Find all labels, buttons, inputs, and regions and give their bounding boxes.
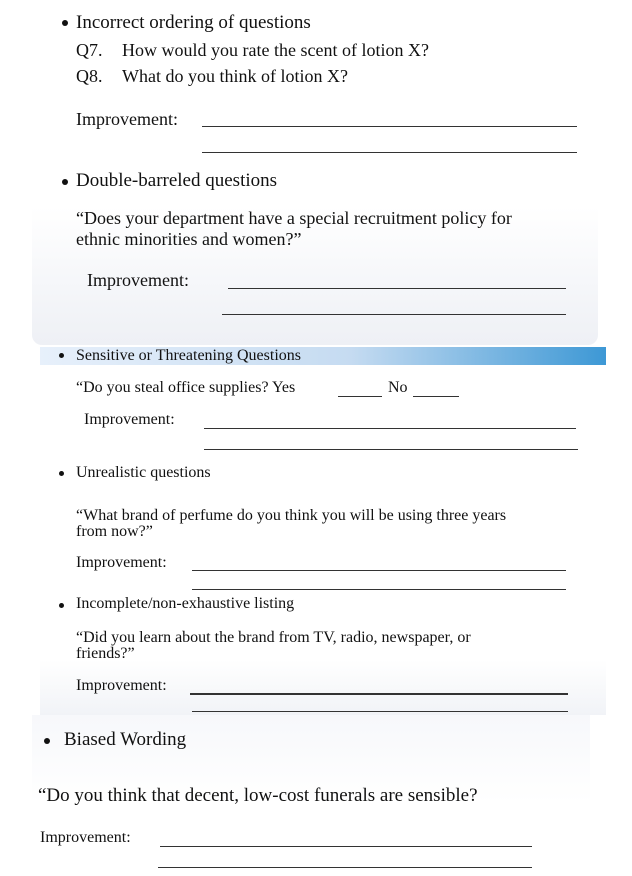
answer-line xyxy=(190,693,568,695)
answer-line xyxy=(160,846,532,847)
slide-ordering-double-barreled xyxy=(32,0,598,345)
slide-sensitive-unrealistic-incomplete xyxy=(40,347,606,715)
answer-line xyxy=(204,449,578,450)
answer-line xyxy=(338,396,382,397)
quote-line: “What brand of perfume do you think you will be using three years xyxy=(76,507,507,524)
quote-line: from now?” xyxy=(76,523,153,540)
improvement-label: Improvement: xyxy=(40,829,131,846)
heading-biased-wording: Biased Wording xyxy=(64,729,187,750)
improvement-label: Improvement: xyxy=(87,270,189,290)
bullet-icon xyxy=(59,603,64,608)
improvement-label: Improvement: xyxy=(76,554,167,571)
answer-line xyxy=(413,396,459,397)
answer-line xyxy=(222,314,566,315)
answer-line xyxy=(204,428,576,429)
answer-line xyxy=(202,152,577,153)
q7-number: Q7. xyxy=(76,40,103,60)
bullet-icon xyxy=(59,471,64,476)
improvement-label: Improvement: xyxy=(84,411,175,428)
q8-text: What do you think of lotion X? xyxy=(122,66,348,86)
improvement-label: Improvement: xyxy=(76,677,167,694)
quote-line: “Does your department have a special recruitment policy for xyxy=(76,208,512,228)
answer-line xyxy=(192,711,568,712)
improvement-label: Improvement: xyxy=(76,109,178,129)
quote-line: “Did you learn about the brand from TV, radio, newspaper, or xyxy=(76,629,471,646)
bullet-icon xyxy=(62,20,68,26)
answer-line xyxy=(158,867,532,868)
quote-line: friends?” xyxy=(76,645,135,662)
bullet-icon xyxy=(59,353,64,358)
heading-double-barreled: Double-barreled questions xyxy=(76,170,278,191)
heading-sensitive: Sensitive or Threatening Questions xyxy=(76,347,301,364)
q7-text: How would you rate the scent of lotion X? xyxy=(122,40,429,60)
heading-incorrect-ordering: Incorrect ordering of questions xyxy=(76,12,311,33)
quote-no: No xyxy=(388,379,408,396)
quote-biased: “Do you think that decent, low-cost funerals are sensible? xyxy=(38,785,478,806)
quote-sensitive: “Do you steal office supplies? Yes xyxy=(76,379,296,396)
bullet-icon xyxy=(62,179,68,185)
answer-line xyxy=(202,126,577,127)
heading-incomplete: Incomplete/non-exhaustive listing xyxy=(76,595,295,612)
bullet-icon xyxy=(44,738,50,744)
quote-line: ethnic minorities and women?” xyxy=(76,229,302,249)
answer-line xyxy=(228,288,566,289)
slide-biased-wording xyxy=(32,715,590,876)
answer-line xyxy=(192,589,566,590)
q8-number: Q8. xyxy=(76,66,103,86)
heading-unrealistic: Unrealistic questions xyxy=(76,464,211,481)
answer-line xyxy=(192,570,566,571)
